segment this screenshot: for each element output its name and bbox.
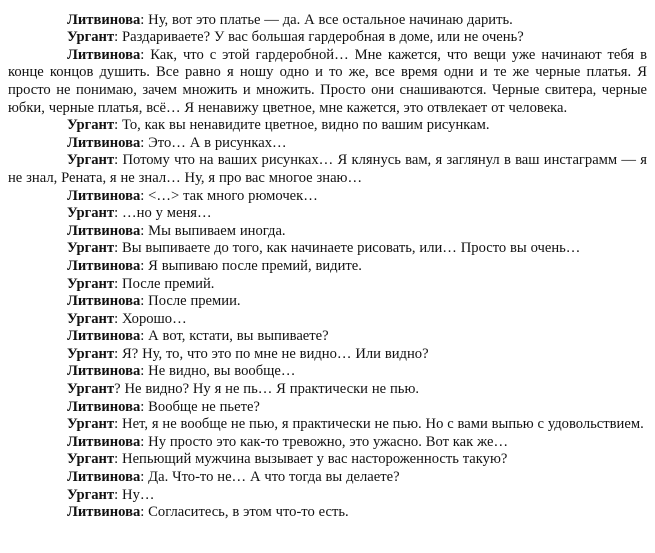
speaker-name: Ургант bbox=[67, 205, 115, 222]
speaker-name: Литвинова bbox=[67, 504, 141, 521]
speaker-name: Ургант bbox=[67, 381, 115, 398]
dialogue-line bbox=[8, 363, 647, 381]
dialogue-line bbox=[8, 12, 647, 30]
dialogue-line bbox=[8, 504, 647, 522]
speaker-name: Литвинова bbox=[67, 11, 141, 28]
speaker-name: Ургант bbox=[67, 345, 115, 362]
line-text: : Согласитесь, в этом что-то есть. bbox=[140, 504, 349, 521]
dialogue-line bbox=[8, 135, 647, 153]
document-body bbox=[8, 0, 647, 522]
line-text: : …но у меня… bbox=[114, 205, 212, 222]
dialogue-line bbox=[8, 416, 647, 434]
line-text: : Не видно, вы вообще… bbox=[140, 363, 296, 380]
speaker-name: Ургант bbox=[67, 416, 115, 433]
speaker-name: Литвинова bbox=[67, 222, 141, 239]
line-text: : <…> так много рюмочек… bbox=[140, 187, 318, 204]
speaker-name: Ургант bbox=[67, 117, 115, 134]
line-text: : Как, что с этой гардеробной… Мне кажется, что вещи уже начинают тебя в конце концов душить. Все равно я ношу одно и то же, все время одни и те же черные платья. Я просто не понимаю, зачем множить и множить. Просто они снашиваются. Черные свитера, черные юбки, черные платья, всё… Я ненавижу цветное, мне кажется, это отвлекает от человека. bbox=[8, 46, 647, 116]
line-text: : Вообще не пьете? bbox=[140, 398, 260, 415]
line-text: : Ну… bbox=[114, 486, 155, 503]
speaker-name: Литвинова bbox=[67, 433, 141, 450]
speaker-name: Литвинова bbox=[67, 469, 141, 486]
speaker-name: Ургант bbox=[67, 29, 115, 46]
dialogue-line bbox=[8, 276, 647, 294]
line-text: : Непьющий мужчина вызывает у вас настороженность такую? bbox=[114, 451, 508, 468]
speaker-name: Ургант bbox=[67, 486, 115, 503]
dialogue-line bbox=[8, 29, 647, 47]
line-text: : Ну, вот это платье — да. А все остальное начинаю дарить. bbox=[140, 11, 513, 28]
line-text: : После премии. bbox=[140, 293, 241, 310]
speaker-name: Ургант bbox=[67, 275, 115, 292]
speaker-name: Ургант bbox=[67, 152, 115, 169]
dialogue-line bbox=[8, 205, 647, 223]
dialogue-line bbox=[8, 47, 647, 117]
dialogue-line bbox=[8, 152, 647, 187]
dialogue-line bbox=[8, 381, 647, 399]
line-text: : Потому что на ваших рисунках… Я клянусь вам, я заглянул в ваш инстаграмм — я не знал, Рената, я не знал… Ну, я про вас многое знаю… bbox=[8, 152, 647, 186]
speaker-name: Литвинова bbox=[67, 293, 141, 310]
dialogue-line bbox=[8, 240, 647, 258]
speaker-name: Литвинова bbox=[67, 134, 141, 151]
line-text: : Вы выпиваете до того, как начинаете рисовать, или… Просто вы очень… bbox=[114, 240, 581, 257]
speaker-name: Литвинова bbox=[67, 363, 141, 380]
line-text: : Мы выпиваем иногда. bbox=[140, 222, 286, 239]
line-text: : Раздариваете? У вас большая гардеробная в доме, или не очень? bbox=[114, 29, 524, 46]
line-text: : Это… А в рисунках… bbox=[140, 134, 287, 151]
dialogue-line bbox=[8, 223, 647, 241]
speaker-name: Литвинова bbox=[67, 328, 141, 345]
dialogue-line bbox=[8, 346, 647, 364]
dialogue-line bbox=[8, 469, 647, 487]
dialogue-line bbox=[8, 328, 647, 346]
speaker-name: Ургант bbox=[67, 310, 115, 327]
dialogue-line bbox=[8, 258, 647, 276]
line-text: : Хорошо… bbox=[114, 310, 187, 327]
dialogue-line bbox=[8, 311, 647, 329]
speaker-name: Литвинова bbox=[67, 398, 141, 415]
dialogue-line bbox=[8, 188, 647, 206]
line-text: : А вот, кстати, вы выпиваете? bbox=[140, 328, 329, 345]
speaker-name: Литвинова bbox=[67, 187, 141, 204]
dialogue-line bbox=[8, 451, 647, 469]
dialogue-line bbox=[8, 117, 647, 135]
line-text: : После премий. bbox=[114, 275, 215, 292]
speaker-name: Ургант bbox=[67, 240, 115, 257]
line-text: : Да. Что-то не… А что тогда вы делаете? bbox=[140, 469, 400, 486]
speaker-name: Ургант bbox=[67, 451, 115, 468]
speaker-name: Литвинова bbox=[67, 46, 141, 63]
dialogue-line bbox=[8, 399, 647, 417]
dialogue-line bbox=[8, 434, 647, 452]
line-text: : Я? Ну, то, что это по мне не видно… Или видно? bbox=[114, 345, 429, 362]
line-text: : То, как вы ненавидите цветное, видно по вашим рисункам. bbox=[114, 117, 490, 134]
speaker-name: Литвинова bbox=[67, 257, 141, 274]
dialogue-line bbox=[8, 293, 647, 311]
line-text: ? Не видно? Ну я не пь… Я практически не пью. bbox=[114, 381, 419, 398]
line-text: : Нет, я не вообще не пью, я практически не пью. Но с вами выпью с удовольствием. bbox=[114, 416, 644, 433]
dialogue-line bbox=[8, 487, 647, 505]
line-text: : Я выпиваю после премий, видите. bbox=[140, 257, 362, 274]
line-text: : Ну просто это как-то тревожно, это ужасно. Вот как же… bbox=[140, 433, 509, 450]
